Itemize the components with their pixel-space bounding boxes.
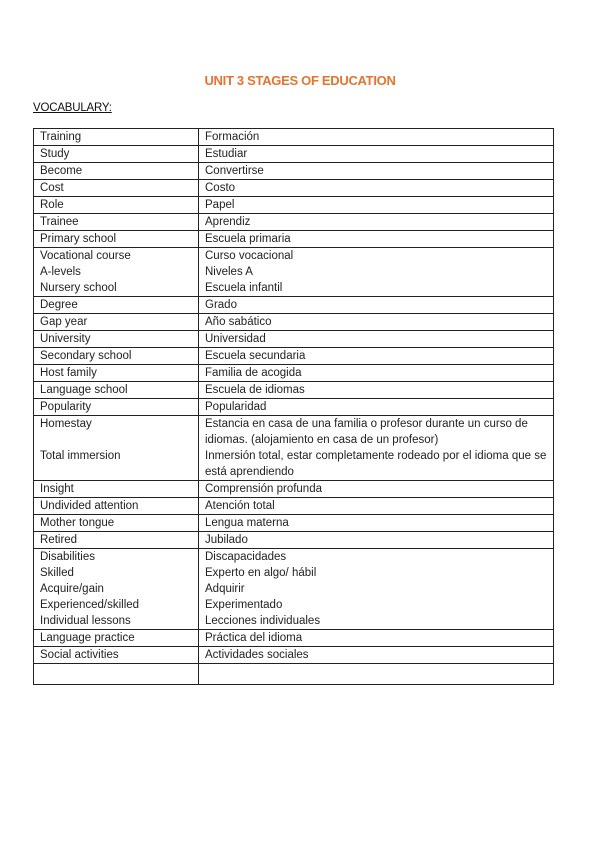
spanish-translation: Discapacidades — [199, 549, 554, 566]
vocabulary-row — [34, 197, 554, 214]
spanish-translation: Familia de acogida — [199, 365, 554, 382]
english-term: University — [34, 331, 199, 348]
vocabulary-row — [34, 647, 554, 664]
spanish-translation: Convertirse — [199, 163, 554, 180]
vocabulary-row — [34, 264, 554, 280]
vocabulary-row — [34, 565, 554, 581]
english-term: Gap year — [34, 314, 199, 331]
spanish-translation: Experto en algo/ hábil — [199, 565, 554, 581]
spanish-translation: Estudiar — [199, 146, 554, 163]
vocabulary-row — [34, 581, 554, 597]
spanish-translation: Escuela infantil — [199, 280, 554, 297]
spanish-translation: Costo — [199, 180, 554, 197]
english-term: Skilled — [34, 565, 199, 581]
vocabulary-row — [34, 231, 554, 248]
empty-row — [34, 664, 554, 685]
english-term: Mother tongue — [34, 515, 199, 532]
vocabulary-row — [34, 248, 554, 265]
vocabulary-row — [34, 348, 554, 365]
spanish-translation: Lecciones individuales — [199, 613, 554, 630]
vocabulary-row — [34, 613, 554, 630]
vocabulary-row — [34, 297, 554, 314]
spanish-translation: Curso vocacional — [199, 248, 554, 265]
english-term: Total immersion — [34, 448, 199, 481]
vocabulary-row — [34, 498, 554, 515]
spanish-translation: Jubilado — [199, 532, 554, 549]
english-term: Cost — [34, 180, 199, 197]
english-term: Nursery school — [34, 280, 199, 297]
english-term: Primary school — [34, 231, 199, 248]
vocabulary-row — [34, 630, 554, 647]
english-term: Insight — [34, 481, 199, 498]
spanish-translation: Formación — [199, 129, 554, 146]
vocabulary-row — [34, 214, 554, 231]
english-term: Disabilities — [34, 549, 199, 566]
english-term: Language practice — [34, 630, 199, 647]
english-term: Degree — [34, 297, 199, 314]
page-title: UNIT 3 STAGES OF EDUCATION — [204, 73, 396, 88]
vocabulary-row — [34, 481, 554, 498]
vocabulary-row — [34, 365, 554, 382]
english-term: Secondary school — [34, 348, 199, 365]
vocabulary-row — [34, 597, 554, 613]
english-term: Host family — [34, 365, 199, 382]
vocabulary-row — [34, 314, 554, 331]
spanish-translation: Año sabático — [199, 314, 554, 331]
spanish-translation: Popularidad — [199, 399, 554, 416]
spanish-translation: Papel — [199, 197, 554, 214]
spanish-translation: Adquirir — [199, 581, 554, 597]
vocabulary-row — [34, 549, 554, 566]
vocabulary-table-body — [34, 129, 554, 685]
spanish-translation: Escuela primaria — [199, 231, 554, 248]
english-term: Trainee — [34, 214, 199, 231]
vocabulary-row — [34, 532, 554, 549]
vocabulary-row — [34, 146, 554, 163]
vocabulary-row — [34, 180, 554, 197]
english-term: Homestay — [34, 416, 199, 449]
spanish-translation: Niveles A — [199, 264, 554, 280]
english-term: A-levels — [34, 264, 199, 280]
vocabulary-row — [34, 399, 554, 416]
vocabulary-row — [34, 515, 554, 532]
english-term-empty — [34, 664, 199, 685]
english-term: Language school — [34, 382, 199, 399]
spanish-translation: Actividades sociales — [199, 647, 554, 664]
vocabulary-row — [34, 280, 554, 297]
spanish-translation: Comprensión profunda — [199, 481, 554, 498]
spanish-translation: Grado — [199, 297, 554, 314]
spanish-translation: Escuela de idiomas — [199, 382, 554, 399]
english-term: Study — [34, 146, 199, 163]
english-term: Social activities — [34, 647, 199, 664]
spanish-translation: Atención total — [199, 498, 554, 515]
vocabulary-row — [34, 448, 554, 481]
spanish-translation: Escuela secundaria — [199, 348, 554, 365]
spanish-translation: Universidad — [199, 331, 554, 348]
english-term: Popularity — [34, 399, 199, 416]
spanish-translation-empty — [199, 664, 554, 685]
spanish-translation: Práctica del idioma — [199, 630, 554, 647]
english-term: Vocational course — [34, 248, 199, 265]
english-term: Acquire/gain — [34, 581, 199, 597]
english-term: Training — [34, 129, 199, 146]
vocabulary-row — [34, 163, 554, 180]
spanish-translation: Inmersión total, estar completamente rodeado por el idioma que se está aprendiendo — [199, 448, 554, 481]
vocabulary-row — [34, 382, 554, 399]
spanish-translation: Estancia en casa de una familia o profesor durante un curso de idiomas. (alojamiento en casa de un profesor) — [199, 416, 554, 449]
english-term: Experienced/skilled — [34, 597, 199, 613]
vocabulary-row — [34, 416, 554, 449]
spanish-translation: Aprendiz — [199, 214, 554, 231]
english-term: Become — [34, 163, 199, 180]
english-term: Role — [34, 197, 199, 214]
vocabulary-row — [34, 129, 554, 146]
english-term: Individual lessons — [34, 613, 199, 630]
spanish-translation: Experimentado — [199, 597, 554, 613]
english-term: Retired — [34, 532, 199, 549]
section-heading: VOCABULARY: — [33, 102, 112, 114]
spanish-translation: Lengua materna — [199, 515, 554, 532]
english-term: Undivided attention — [34, 498, 199, 515]
vocabulary-table — [33, 128, 554, 685]
vocabulary-row — [34, 331, 554, 348]
